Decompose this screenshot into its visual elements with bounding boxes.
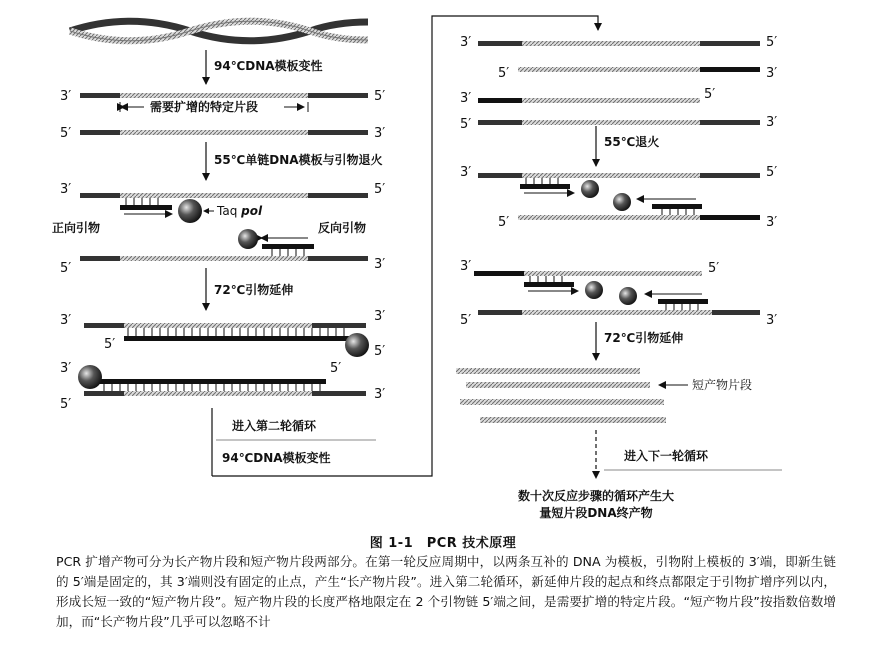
- double-helix-dna: [70, 21, 368, 41]
- end-label-3prime: 3′: [766, 115, 778, 130]
- label-reverse-primer: 反向引物: [318, 221, 367, 235]
- end-label-5prime: 5′: [766, 35, 778, 50]
- figure-description: PCR 扩增产物可分为长产物片段和短产物片段两部分。在第一轮反应周期中，以两条互补的 DNA 为模板，引物附上模板的 3′端，即新生链的 5′端是固定的，其 3′端则没有固定的止点，产生“长产物片段”。进入第二轮循环，新延伸片段的起点和终点都限定于引物扩增序列以内，形成长短一致的“短产物片段”。短产物片段的长度严格地限定在 2 个引物链 5′端之间，是需要扩增的特定片段。“短产物片段”按指数倍数增加，而“长产物片段”几乎可以忽略不计: [56, 554, 836, 629]
- strand-r2: [518, 67, 760, 72]
- end-label-3prime: 3′: [60, 361, 72, 376]
- anneal-r2-template: [478, 310, 760, 315]
- end-label-5prime: 5′: [460, 313, 472, 328]
- label-result-line1: 数十次反应步骤的循环产生大: [517, 489, 675, 503]
- end-label-5prime: 5′: [374, 182, 386, 197]
- forward-primer: [520, 178, 574, 193]
- end-label-3prime: 3′: [60, 313, 72, 328]
- end-label-3prime: 3′: [460, 259, 472, 274]
- template-strand-bottom: [80, 130, 368, 135]
- end-label-5prime: 5′: [460, 117, 472, 132]
- strand-r4: [478, 120, 760, 125]
- end-label-3prime: 3′: [766, 215, 778, 230]
- label-short-product: 短产物片段: [692, 378, 753, 392]
- reverse-primer: [644, 290, 708, 310]
- end-label-5prime: 5′: [374, 344, 386, 359]
- anneal-strand-top: [80, 193, 368, 198]
- svg-text:Taq pol: Taq pol: [217, 204, 263, 218]
- extended-duplex-bottom: [84, 379, 366, 396]
- anneal-r2-product: [474, 271, 702, 276]
- end-label-5prime: 5′: [708, 261, 720, 276]
- end-label-3prime: 3′: [374, 309, 386, 324]
- label-denature-94: 94℃DNA模板变性: [214, 59, 323, 73]
- extended-duplex-top: [84, 323, 366, 341]
- forward-primer: [524, 276, 578, 291]
- label-target-segment: 需要扩增的特定片段: [150, 100, 259, 114]
- end-label-3prime: 3′: [374, 257, 386, 272]
- taq-polymerase: [581, 180, 599, 198]
- template-strand-top: [80, 93, 368, 98]
- forward-primer: [120, 198, 172, 214]
- end-label-5prime: 5′: [704, 87, 716, 102]
- label-anneal-55: 55℃退火: [604, 135, 660, 149]
- end-label-3prime: 3′: [766, 66, 778, 81]
- label-denature-94-bottom: 94℃DNA模板变性: [222, 451, 331, 465]
- anneal-r1-template: [478, 173, 760, 178]
- label-next-cycle: 进入下一轮循环: [624, 449, 709, 463]
- short-product-pointer: [658, 381, 688, 389]
- end-label-5prime: 5′: [104, 337, 116, 352]
- reverse-primer: [260, 234, 314, 256]
- taq-polymerase: [345, 333, 369, 357]
- label-second-cycle: 进入第二轮循环: [232, 419, 317, 433]
- anneal-strand-bottom: [80, 256, 368, 261]
- end-label-5prime: 5′: [766, 165, 778, 180]
- end-label-3prime: 3′: [766, 313, 778, 328]
- end-label-5prime: 5′: [498, 66, 510, 81]
- end-label-5prime: 5′: [498, 215, 510, 230]
- figure-caption: 图 1-1 PCR 技术原理: [369, 536, 517, 551]
- taq-polymerase: [585, 281, 603, 299]
- end-label-5prime: 5′: [374, 89, 386, 104]
- end-label-3prime: 3′: [460, 35, 472, 50]
- short-product-4: [480, 417, 666, 423]
- end-label-5prime: 5′: [60, 126, 72, 141]
- end-label-3prime: 3′: [374, 126, 386, 141]
- label-forward-primer: 正向引物: [52, 221, 101, 235]
- anneal-r1-product: [518, 215, 760, 220]
- reverse-primer: [636, 195, 702, 215]
- strand-r3: [478, 98, 700, 103]
- end-label-5prime: 5′: [60, 261, 72, 276]
- end-label-5prime: 5′: [60, 397, 72, 412]
- short-product-2: [466, 382, 650, 388]
- label-result-line2: 量短片段DNA终产物: [539, 506, 653, 520]
- taq-polymerase: [78, 365, 102, 389]
- end-label-3prime: 3′: [374, 387, 386, 402]
- end-label-3prime: 3′: [460, 165, 472, 180]
- label-taq-pol: [203, 204, 263, 218]
- end-label-3prime: 3′: [460, 91, 472, 106]
- strand-r1: [478, 41, 760, 46]
- label-extend-72-right: 72℃引物延伸: [604, 331, 684, 345]
- taq-polymerase: [619, 287, 637, 305]
- end-label-5prime: 5′: [330, 361, 342, 376]
- taq-polymerase: [613, 193, 631, 211]
- short-product-3: [460, 399, 664, 405]
- label-anneal-55-single: 55℃单链DNA模板与引物退火: [214, 153, 383, 167]
- short-product-1: [456, 368, 640, 374]
- end-label-3prime: 3′: [60, 182, 72, 197]
- end-label-3prime: 3′: [60, 89, 72, 104]
- taq-polymerase: [178, 199, 202, 223]
- taq-polymerase: [238, 229, 258, 249]
- label-extend-72-left: 72℃引物延伸: [214, 283, 294, 297]
